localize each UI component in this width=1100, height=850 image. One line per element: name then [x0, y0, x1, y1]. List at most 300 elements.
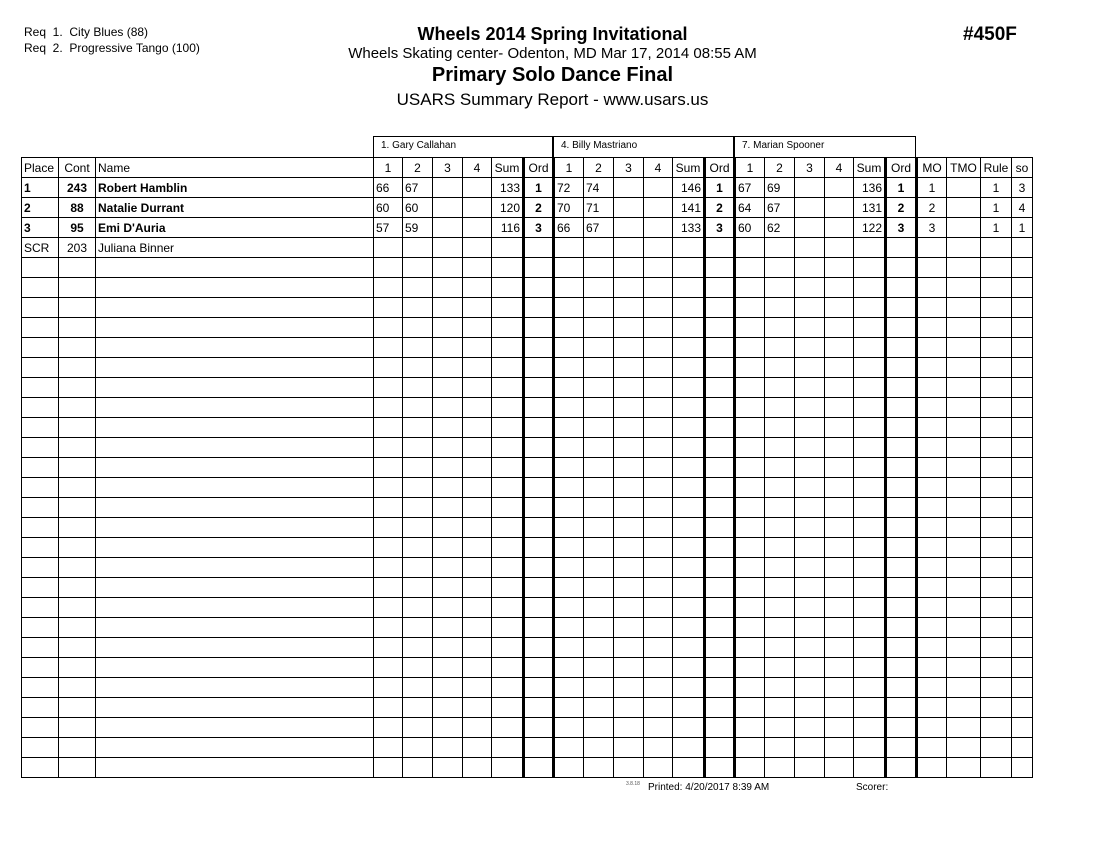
empty-cell: [947, 618, 981, 638]
empty-cell: [886, 738, 917, 758]
empty-cell: [705, 558, 735, 578]
empty-cell: [463, 618, 492, 638]
judge-sum-cell: [673, 238, 705, 258]
empty-cell: [825, 758, 854, 778]
empty-cell: [644, 538, 673, 558]
judge-score-cell: 67: [403, 178, 433, 198]
empty-cell: [403, 478, 433, 498]
empty-cell: [886, 558, 917, 578]
column-header-judge1-ord: Ord: [524, 158, 554, 178]
empty-cell: [492, 738, 524, 758]
empty-cell: [584, 358, 614, 378]
empty-cell: [644, 478, 673, 498]
empty-cell: [59, 678, 96, 698]
empty-cell: [705, 638, 735, 658]
empty-cell: [644, 498, 673, 518]
empty-cell: [947, 358, 981, 378]
judge-score-cell: [735, 238, 765, 258]
empty-cell: [1012, 278, 1033, 298]
empty-cell: [463, 258, 492, 278]
empty-cell: [854, 598, 886, 618]
empty-cell: [886, 298, 917, 318]
empty-cell: [59, 758, 96, 778]
empty-cell: [463, 358, 492, 378]
empty-cell: [981, 618, 1012, 638]
column-header-mo: MO: [917, 158, 947, 178]
empty-cell: [947, 438, 981, 458]
empty-cell: [22, 358, 59, 378]
empty-cell: [492, 678, 524, 698]
empty-cell: [1012, 618, 1033, 638]
empty-cell: [96, 398, 374, 418]
empty-cell: [886, 258, 917, 278]
empty-cell: [524, 378, 554, 398]
empty-cell: [374, 738, 403, 758]
empty-cell: [584, 738, 614, 758]
empty-cell: [917, 358, 947, 378]
empty-cell: [825, 398, 854, 418]
judge-ordinal-cell: [524, 238, 554, 258]
empty-cell: [524, 658, 554, 678]
empty-cell: [765, 758, 795, 778]
empty-cell: [673, 358, 705, 378]
empty-cell: [374, 258, 403, 278]
empty-cell: [96, 678, 374, 698]
empty-cell: [374, 538, 403, 558]
empty-cell: [96, 458, 374, 478]
empty-cell: [795, 658, 825, 678]
empty-cell: [374, 558, 403, 578]
contestant-number-cell: 95: [59, 218, 96, 238]
empty-cell: [59, 718, 96, 738]
empty-cell: [584, 318, 614, 338]
empty-cell: [765, 698, 795, 718]
judge-sum-cell: 122: [854, 218, 886, 238]
empty-cell: [981, 498, 1012, 518]
column-header-judge1-sum: Sum: [492, 158, 524, 178]
empty-cell: [854, 318, 886, 338]
empty-cell: [947, 538, 981, 558]
empty-cell: [981, 578, 1012, 598]
empty-cell: [917, 738, 947, 758]
empty-cell: [765, 418, 795, 438]
empty-cell: [614, 298, 644, 318]
empty-cell: [705, 538, 735, 558]
judge-header-1: 1. Gary Callahan: [373, 136, 553, 157]
empty-table-row: [22, 638, 1033, 658]
empty-cell: [705, 518, 735, 538]
empty-cell: [524, 338, 554, 358]
empty-cell: [705, 738, 735, 758]
empty-cell: [433, 758, 463, 778]
empty-table-row: [22, 658, 1033, 678]
judge-score-cell: [644, 218, 673, 238]
empty-cell: [554, 698, 584, 718]
empty-cell: [644, 378, 673, 398]
empty-cell: [524, 418, 554, 438]
empty-cell: [96, 558, 374, 578]
empty-table-row: [22, 398, 1033, 418]
empty-cell: [463, 638, 492, 658]
empty-cell: [492, 658, 524, 678]
empty-cell: [403, 658, 433, 678]
requirement-2: Req 2. Progressive Tango (100): [24, 41, 200, 55]
empty-cell: [22, 278, 59, 298]
mo-cell: 2: [917, 198, 947, 218]
so-cell: 3: [1012, 178, 1033, 198]
judge-score-cell: 71: [584, 198, 614, 218]
tmo-cell: [947, 218, 981, 238]
empty-cell: [705, 258, 735, 278]
empty-cell: [981, 478, 1012, 498]
empty-cell: [1012, 478, 1033, 498]
column-header-rule: Rule: [981, 158, 1012, 178]
empty-cell: [886, 418, 917, 438]
empty-cell: [1012, 658, 1033, 678]
judge-score-cell: [433, 218, 463, 238]
empty-cell: [981, 418, 1012, 438]
empty-cell: [947, 278, 981, 298]
empty-cell: [403, 298, 433, 318]
empty-cell: [917, 578, 947, 598]
empty-cell: [917, 718, 947, 738]
empty-cell: [947, 578, 981, 598]
empty-cell: [795, 458, 825, 478]
competition-title: Wheels 2014 Spring Invitational: [417, 24, 688, 44]
empty-cell: [403, 458, 433, 478]
empty-cell: [433, 298, 463, 318]
empty-cell: [673, 518, 705, 538]
empty-cell: [735, 578, 765, 598]
empty-cell: [59, 598, 96, 618]
empty-cell: [374, 518, 403, 538]
column-header-cont: Cont: [59, 158, 96, 178]
empty-cell: [59, 318, 96, 338]
empty-cell: [795, 358, 825, 378]
empty-cell: [59, 638, 96, 658]
empty-table-row: [22, 338, 1033, 358]
empty-cell: [981, 398, 1012, 418]
empty-cell: [795, 598, 825, 618]
empty-cell: [374, 698, 403, 718]
empty-cell: [705, 398, 735, 418]
empty-cell: [795, 478, 825, 498]
empty-cell: [705, 598, 735, 618]
empty-cell: [947, 378, 981, 398]
place-cell: 2: [22, 198, 59, 218]
empty-cell: [981, 598, 1012, 618]
judge-score-cell: 67: [735, 178, 765, 198]
empty-cell: [886, 378, 917, 398]
empty-cell: [433, 578, 463, 598]
empty-cell: [765, 278, 795, 298]
table-row: [22, 238, 1033, 258]
empty-cell: [554, 618, 584, 638]
empty-cell: [403, 358, 433, 378]
results-table: [21, 157, 1033, 778]
empty-cell: [854, 278, 886, 298]
empty-cell: [433, 498, 463, 518]
judge-ordinal-cell: 1: [886, 178, 917, 198]
empty-cell: [22, 738, 59, 758]
empty-cell: [554, 758, 584, 778]
empty-cell: [524, 758, 554, 778]
empty-cell: [981, 438, 1012, 458]
empty-cell: [735, 758, 765, 778]
empty-cell: [22, 338, 59, 358]
empty-cell: [22, 378, 59, 398]
empty-cell: [765, 318, 795, 338]
empty-cell: [403, 698, 433, 718]
empty-cell: [59, 498, 96, 518]
empty-cell: [1012, 318, 1033, 338]
empty-cell: [673, 618, 705, 638]
empty-cell: [59, 738, 96, 758]
empty-cell: [59, 698, 96, 718]
judge-score-cell: 74: [584, 178, 614, 198]
empty-cell: [614, 618, 644, 638]
tmo-cell: [947, 178, 981, 198]
empty-cell: [825, 558, 854, 578]
judge-score-cell: [614, 218, 644, 238]
so-cell: 4: [1012, 198, 1033, 218]
empty-cell: [765, 258, 795, 278]
empty-table-row: [22, 718, 1033, 738]
empty-cell: [403, 498, 433, 518]
empty-cell: [886, 698, 917, 718]
empty-cell: [614, 598, 644, 618]
empty-cell: [825, 478, 854, 498]
empty-cell: [492, 438, 524, 458]
empty-cell: [492, 338, 524, 358]
empty-cell: [59, 618, 96, 638]
empty-cell: [59, 278, 96, 298]
empty-cell: [22, 618, 59, 638]
empty-cell: [644, 258, 673, 278]
column-header-judge2-ord: Ord: [705, 158, 735, 178]
empty-cell: [59, 558, 96, 578]
empty-cell: [492, 478, 524, 498]
judge-sum-cell: 116: [492, 218, 524, 238]
table-row: [22, 178, 1033, 198]
empty-cell: [765, 618, 795, 638]
empty-cell: [463, 718, 492, 738]
empty-cell: [765, 438, 795, 458]
empty-cell: [673, 738, 705, 758]
empty-cell: [96, 738, 374, 758]
mo-cell: [917, 238, 947, 258]
empty-cell: [22, 458, 59, 478]
empty-cell: [644, 578, 673, 598]
empty-cell: [614, 638, 644, 658]
empty-cell: [614, 318, 644, 338]
empty-cell: [673, 678, 705, 698]
judge-header-2: 4. Billy Mastriano: [553, 136, 734, 157]
judge-score-cell: [644, 238, 673, 258]
empty-table-row: [22, 618, 1033, 638]
empty-cell: [886, 438, 917, 458]
empty-cell: [584, 478, 614, 498]
empty-cell: [644, 618, 673, 638]
empty-cell: [673, 338, 705, 358]
requirement-1: Req 1. City Blues (88): [24, 25, 149, 39]
empty-cell: [22, 518, 59, 538]
empty-cell: [795, 298, 825, 318]
empty-cell: [374, 478, 403, 498]
empty-cell: [524, 538, 554, 558]
empty-cell: [1012, 338, 1033, 358]
empty-cell: [554, 598, 584, 618]
empty-cell: [673, 258, 705, 278]
empty-cell: [584, 518, 614, 538]
empty-table-row: [22, 698, 1033, 718]
empty-cell: [735, 518, 765, 538]
mo-cell: 3: [917, 218, 947, 238]
empty-cell: [795, 258, 825, 278]
empty-cell: [917, 678, 947, 698]
empty-cell: [492, 638, 524, 658]
empty-cell: [825, 718, 854, 738]
empty-cell: [463, 658, 492, 678]
empty-cell: [374, 438, 403, 458]
empty-table-row: [22, 538, 1033, 558]
empty-cell: [644, 658, 673, 678]
empty-cell: [825, 378, 854, 398]
report-title: USARS Summary Report - www.usars.us: [396, 90, 709, 109]
empty-cell: [1012, 298, 1033, 318]
empty-cell: [554, 458, 584, 478]
empty-table-row: [22, 318, 1033, 338]
empty-cell: [22, 638, 59, 658]
judge-ordinal-cell: 2: [886, 198, 917, 218]
empty-cell: [1012, 458, 1033, 478]
empty-cell: [735, 598, 765, 618]
empty-cell: [705, 278, 735, 298]
empty-cell: [614, 458, 644, 478]
empty-cell: [1012, 398, 1033, 418]
empty-cell: [735, 558, 765, 578]
empty-cell: [584, 258, 614, 278]
empty-cell: [524, 518, 554, 538]
contestant-number-cell: 88: [59, 198, 96, 218]
empty-cell: [673, 698, 705, 718]
column-header-judge3-1: 1: [735, 158, 765, 178]
empty-cell: [765, 718, 795, 738]
empty-table-row: [22, 418, 1033, 438]
empty-cell: [433, 458, 463, 478]
empty-cell: [614, 358, 644, 378]
empty-cell: [584, 378, 614, 398]
empty-cell: [433, 678, 463, 698]
empty-cell: [403, 638, 433, 658]
mo-cell: 1: [917, 178, 947, 198]
judge-sum-cell: 141: [673, 198, 705, 218]
empty-cell: [463, 378, 492, 398]
empty-cell: [59, 418, 96, 438]
empty-cell: [374, 618, 403, 638]
empty-cell: [492, 518, 524, 538]
tmo-cell: [947, 198, 981, 218]
empty-cell: [554, 418, 584, 438]
empty-cell: [854, 398, 886, 418]
empty-cell: [463, 578, 492, 598]
judge-score-cell: 66: [374, 178, 403, 198]
empty-cell: [735, 498, 765, 518]
empty-table-row: [22, 598, 1033, 618]
empty-cell: [433, 418, 463, 438]
empty-cell: [1012, 578, 1033, 598]
empty-cell: [981, 538, 1012, 558]
empty-cell: [554, 658, 584, 678]
empty-cell: [765, 298, 795, 318]
empty-cell: [554, 378, 584, 398]
empty-cell: [854, 698, 886, 718]
empty-cell: [22, 658, 59, 678]
empty-cell: [96, 598, 374, 618]
empty-cell: [403, 338, 433, 358]
empty-cell: [584, 418, 614, 438]
empty-cell: [463, 298, 492, 318]
empty-cell: [854, 358, 886, 378]
empty-cell: [22, 298, 59, 318]
empty-cell: [673, 498, 705, 518]
empty-cell: [644, 358, 673, 378]
column-header-judge2-sum: Sum: [673, 158, 705, 178]
empty-cell: [765, 338, 795, 358]
empty-cell: [374, 338, 403, 358]
empty-cell: [614, 558, 644, 578]
empty-cell: [614, 278, 644, 298]
empty-cell: [403, 438, 433, 458]
judge-score-cell: 70: [554, 198, 584, 218]
empty-cell: [673, 718, 705, 738]
empty-cell: [584, 398, 614, 418]
empty-cell: [1012, 598, 1033, 618]
judge-score-cell: 72: [554, 178, 584, 198]
empty-cell: [584, 558, 614, 578]
empty-cell: [433, 358, 463, 378]
empty-cell: [795, 638, 825, 658]
empty-cell: [96, 478, 374, 498]
empty-cell: [403, 538, 433, 558]
empty-cell: [947, 258, 981, 278]
empty-cell: [554, 298, 584, 318]
empty-cell: [524, 258, 554, 278]
empty-cell: [825, 578, 854, 598]
empty-cell: [735, 538, 765, 558]
empty-cell: [524, 398, 554, 418]
empty-cell: [96, 578, 374, 598]
judge-ordinal-cell: 1: [524, 178, 554, 198]
empty-cell: [825, 678, 854, 698]
empty-cell: [22, 558, 59, 578]
empty-cell: [374, 638, 403, 658]
empty-cell: [854, 438, 886, 458]
empty-cell: [795, 618, 825, 638]
column-header-judge3-2: 2: [765, 158, 795, 178]
column-header-judge3-3: 3: [795, 158, 825, 178]
empty-cell: [825, 458, 854, 478]
empty-cell: [795, 518, 825, 538]
column-header-judge1-4: 4: [463, 158, 492, 178]
judge-score-cell: [795, 238, 825, 258]
empty-cell: [96, 298, 374, 318]
empty-cell: [463, 598, 492, 618]
judge-ordinal-cell: 2: [705, 198, 735, 218]
empty-cell: [492, 618, 524, 638]
empty-cell: [854, 718, 886, 738]
empty-cell: [463, 418, 492, 438]
